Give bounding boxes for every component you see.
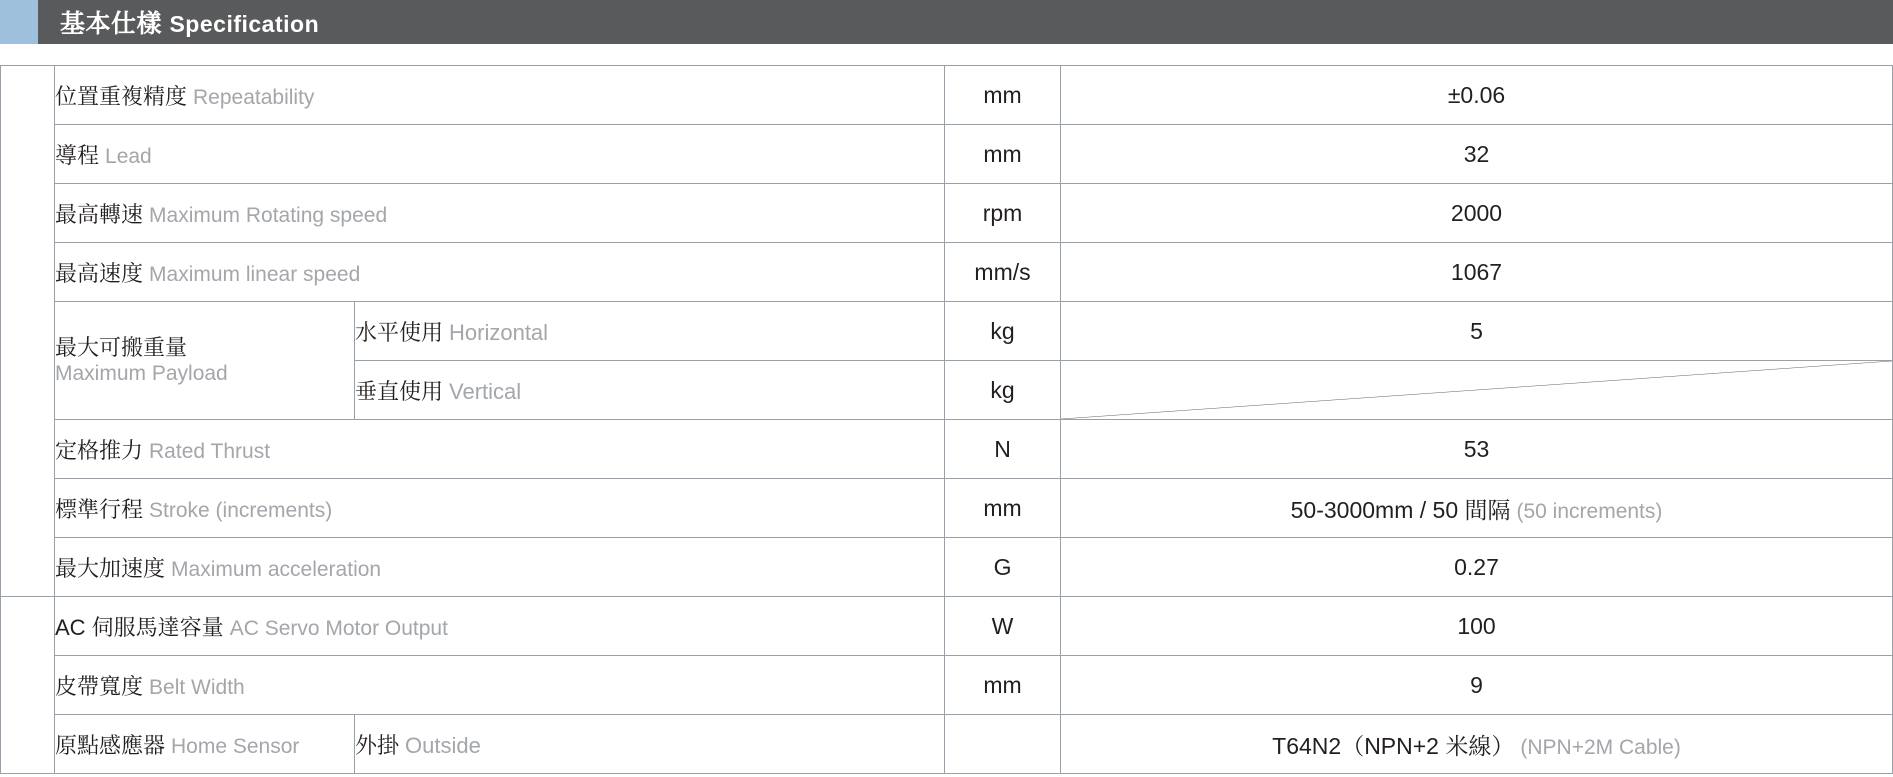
row-label-payload: [55, 302, 355, 420]
row-value: [1061, 715, 1893, 774]
row-label: [55, 656, 945, 715]
row-sublabel: [355, 361, 945, 420]
row-sublabel: [355, 715, 945, 774]
row-label-zh: 最大加速度: [55, 555, 166, 581]
table-row: [1, 597, 1893, 656]
header-bar: [0, 0, 1893, 44]
row-value-main: 50-3000mm / 50 間隔: [1290, 496, 1511, 523]
row-value: 2000: [1061, 184, 1893, 243]
row-label-en: Belt Width: [149, 675, 245, 699]
row-label: [55, 715, 355, 774]
table-row: [1, 538, 1893, 597]
page-title-zh: 基本仕樣: [60, 10, 163, 38]
row-label: [55, 243, 945, 302]
row-unit: mm: [945, 66, 1061, 125]
diagonal-slash-icon: [1061, 361, 1892, 419]
row-label-en: Maximum Payload: [55, 362, 228, 386]
row-value: 100: [1061, 597, 1893, 656]
table-row: [1, 243, 1893, 302]
row-label-zh: 標準行程: [55, 496, 144, 522]
row-label-zh: 最高速度: [55, 260, 144, 286]
page-title-en: Specification: [169, 11, 320, 37]
category-performance-label: 性能: [5, 282, 50, 375]
specification-table: [0, 65, 1893, 774]
category-performance: [1, 66, 55, 597]
row-label-en: Maximum acceleration: [171, 557, 382, 581]
table-row: [1, 715, 1893, 774]
row-label-zh: 最大可搬重量: [55, 334, 188, 360]
row-label-en: Maximum linear speed: [149, 262, 361, 286]
row-label: [55, 420, 945, 479]
row-value: [1061, 479, 1893, 538]
row-value: 0.27: [1061, 538, 1893, 597]
row-sublabel-en: Vertical: [449, 378, 522, 404]
row-unit: mm: [945, 656, 1061, 715]
row-label: [55, 184, 945, 243]
row-sublabel-zh: 外掛: [355, 732, 400, 758]
row-unit: kg: [945, 361, 1061, 420]
row-label-en: Lead: [105, 144, 152, 168]
category-parts: [1, 597, 55, 774]
row-value: 9: [1061, 656, 1893, 715]
row-label-zh: 原點感應器: [55, 732, 166, 758]
table-row: [1, 302, 1893, 361]
row-label-zh: 位置重複精度: [55, 83, 188, 109]
row-label-en: Repeatability: [193, 85, 315, 109]
page-title: [60, 4, 319, 40]
row-unit: N: [945, 420, 1061, 479]
row-unit: mm/s: [945, 243, 1061, 302]
row-label-en: Maximum Rotating speed: [149, 203, 388, 227]
table-row: [1, 479, 1893, 538]
row-sublabel-zh: 水平使用: [355, 319, 444, 345]
header-accent-block: [0, 0, 38, 44]
table-row: [1, 66, 1893, 125]
table-row: [1, 656, 1893, 715]
row-value: 53: [1061, 420, 1893, 479]
row-unit: kg: [945, 302, 1061, 361]
row-value-sub: (50 increments): [1516, 499, 1663, 523]
row-label-zh: 導程: [55, 142, 100, 168]
row-label-zh: AC 伺服馬達容量: [55, 614, 224, 640]
row-sublabel-zh: 垂直使用: [355, 378, 444, 404]
row-label: [55, 479, 945, 538]
row-label-en: Stroke (increments): [149, 498, 333, 522]
row-label-en: Home Sensor: [171, 734, 300, 758]
table-row: [1, 420, 1893, 479]
row-label: [55, 597, 945, 656]
row-label: [55, 66, 945, 125]
row-value-main: T64N2（NPN+2 米線）: [1272, 732, 1515, 759]
row-value: 32: [1061, 125, 1893, 184]
row-value: ±0.06: [1061, 66, 1893, 125]
row-label-en: Rated Thrust: [149, 439, 271, 463]
row-unit: rpm: [945, 184, 1061, 243]
row-unit: [945, 715, 1061, 774]
row-label: [55, 125, 945, 184]
row-sublabel-en: Horizontal: [449, 319, 549, 345]
row-label-zh: 皮帶寬度: [55, 673, 144, 699]
row-label-en: AC Servo Motor Output: [229, 616, 448, 640]
table-row: [1, 184, 1893, 243]
row-unit: mm: [945, 125, 1061, 184]
row-value: 5: [1061, 302, 1893, 361]
category-parts-label: 部品: [5, 636, 50, 729]
row-value-not-applicable: [1061, 361, 1893, 420]
row-sublabel-en: Outside: [405, 732, 481, 758]
specification-table-wrap: [0, 65, 1893, 774]
table-row: [1, 125, 1893, 184]
row-unit: mm: [945, 479, 1061, 538]
row-unit: W: [945, 597, 1061, 656]
row-label-zh: 最高轉速: [55, 201, 144, 227]
row-value-sub: (NPN+2M Cable): [1520, 735, 1681, 759]
row-unit: G: [945, 538, 1061, 597]
row-label: [55, 538, 945, 597]
row-sublabel: [355, 302, 945, 361]
row-label-zh: 定格推力: [55, 437, 144, 463]
row-value: 1067: [1061, 243, 1893, 302]
